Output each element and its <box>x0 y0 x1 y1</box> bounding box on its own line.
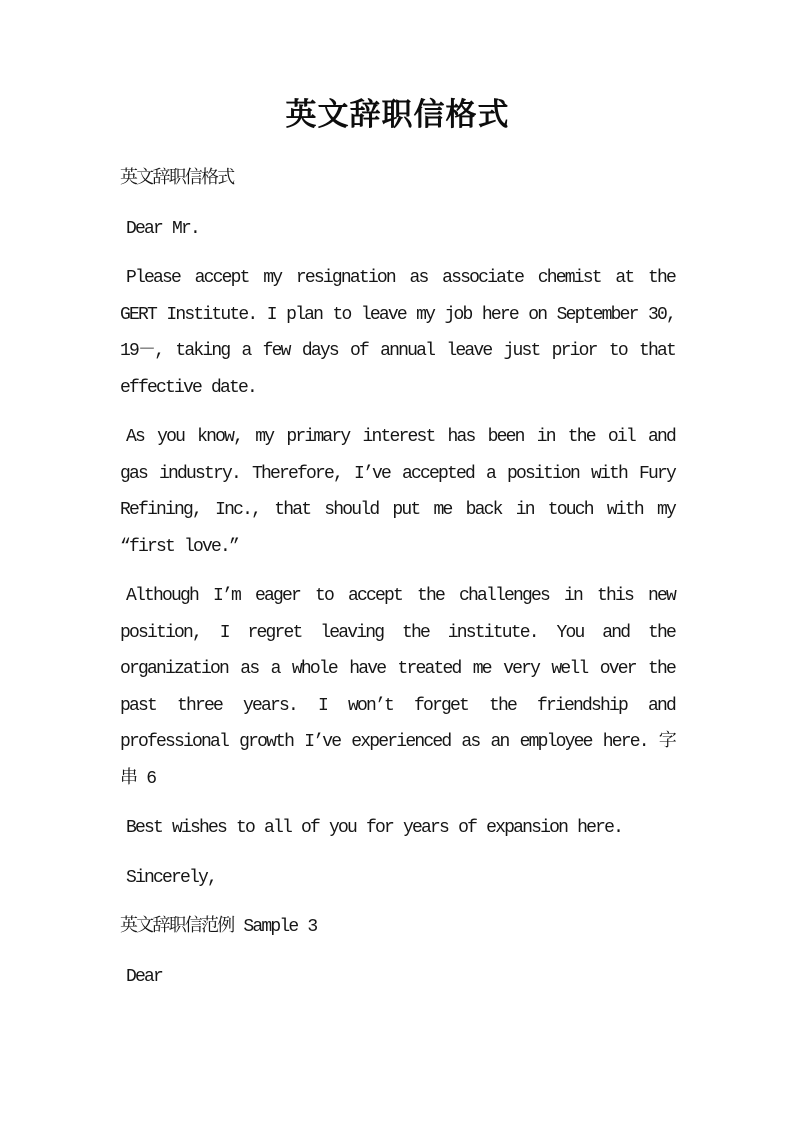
document-title: 英文辞职信格式 <box>285 97 510 132</box>
paragraph-salutation: Dear Mr. <box>126 218 200 239</box>
paragraph-interest: As you know, my primary interest has been in the oil and gas industry. Therefore, I’ve accepted a position with Fury Refining, Inc., that should put me back in touch with my “first love.” <box>120 427 675 557</box>
paragraph-regret: Although I’m eager to accept the challenges in this new position, I regret leaving the institute. You and the organization as a whole have treated me very well over the past three years. I won’t forget the friendship and professional growth I’ve experienced as an employee here. 字串 6 <box>120 586 675 789</box>
paragraph-dear: Dear <box>126 966 163 987</box>
paragraph-resignation: Please accept my resignation as associate chemist at the GERT Institute. I plan to leave my job here on September 30, 19－, taking a few days of annual leave just prior to that effective date. <box>120 268 675 398</box>
paragraph-sample-heading: 英文辞职信范例 Sample 3 <box>120 917 317 937</box>
paragraph-subtitle: 英文辞职信格式 <box>120 169 234 189</box>
paragraph-best-wishes: Best wishes to all of you for years of expansion here. <box>126 818 623 838</box>
paragraph-sincerely: Sincerely, <box>126 867 217 888</box>
